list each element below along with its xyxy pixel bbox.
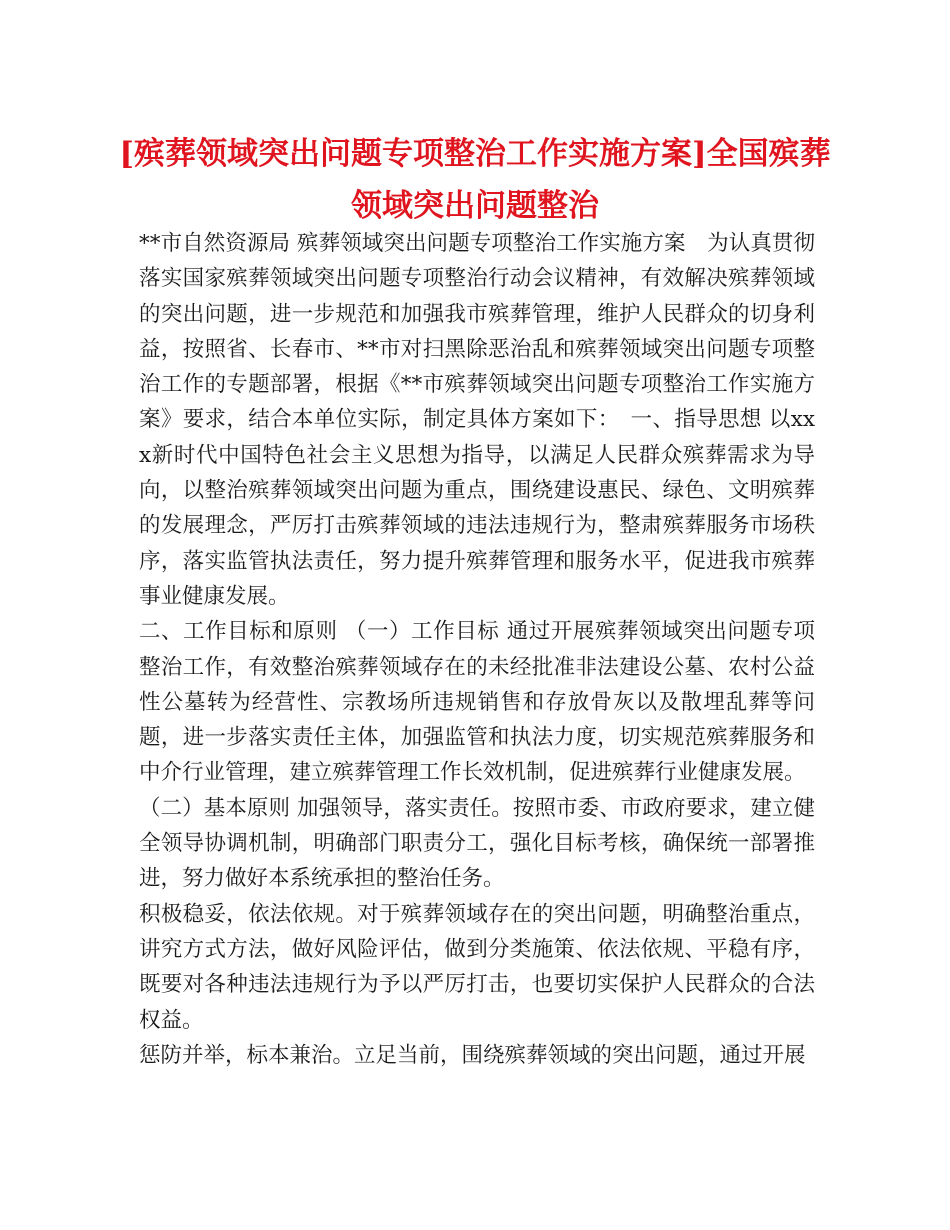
document-title xyxy=(100,128,850,232)
paragraph-intro: **市自然资源局 殡葬领域突出问题专项整治工作实施方案 为认真贯彻落实国家殡葬领域突出问题专项整治行动会议精神，有效解决殡葬领域的突出问题，进一步规范和加强我市殡葬管理，维护人民群众的切身利益，按照省、长春市、**市对扫黑除恶治乱和殡葬领域突出问题专项整治工作的专题部署，根据《**市殡葬领域突出问题专项整治工作实施方案》要求，结合本单位实际，制定具体方案如下： 一、指导思想 以xxx新时代中国特色社会主义思想为指导，以满足人民群众殡葬需求为导向，以整治殡葬领域突出问题为重点，围绕建设惠民、绿色、文明殡葬的发展理念，严厉打击殡葬领域的违法违规行为，整肃殡葬服务市场秩序，落实监管执法责任，努力提升殡葬管理和服务水平，促进我市殡葬事业健康发展。 xyxy=(139,231,815,609)
paragraph-principles: （二）基本原则 加强领导，落实责任。按照市委、市政府要求，建立健全领导协调机制，明确部门职责分工，强化目标考核，确保统一部署推进，努力做好本系统承担的整治任务。 xyxy=(139,795,815,892)
paragraph-goals: 二、工作目标和原则 （一）工作目标 通过开展殡葬领域突出问题专项整治工作，有效整治殡葬领域存在的未经批准非法建设公墓、农村公益性公墓转为经营性、宗教场所违规销售和存放骨灰以及散埋乱葬等问题，进一步落实责任主体，加强监管和执法力度，切实规范殡葬服务和中介行业管理，建立殡葬管理工作长效机制，促进殡葬行业健康发展。 xyxy=(139,619,815,786)
document-body xyxy=(139,226,815,1073)
title-line-1: [殡葬领域突出问题专项整治工作实施方案]全国殡葬 xyxy=(119,136,831,172)
paragraph-lawful: 积极稳妥，依法依规。对于殡葬领域存在的突出问题，明确整治重点，讲究方式方法，做好风险评估，做到分类施策、依法依规、平稳有序，既要对各种违法违规行为予以严厉打击，也要切实保护人民群众的合法权益。 xyxy=(139,901,815,1033)
title-line-2: 领域突出问题整治 xyxy=(351,188,599,224)
paragraph-prevention: 惩防并举，标本兼治。立足当前，围绕殡葬领域的突出问题，通过开展 xyxy=(139,1042,806,1068)
